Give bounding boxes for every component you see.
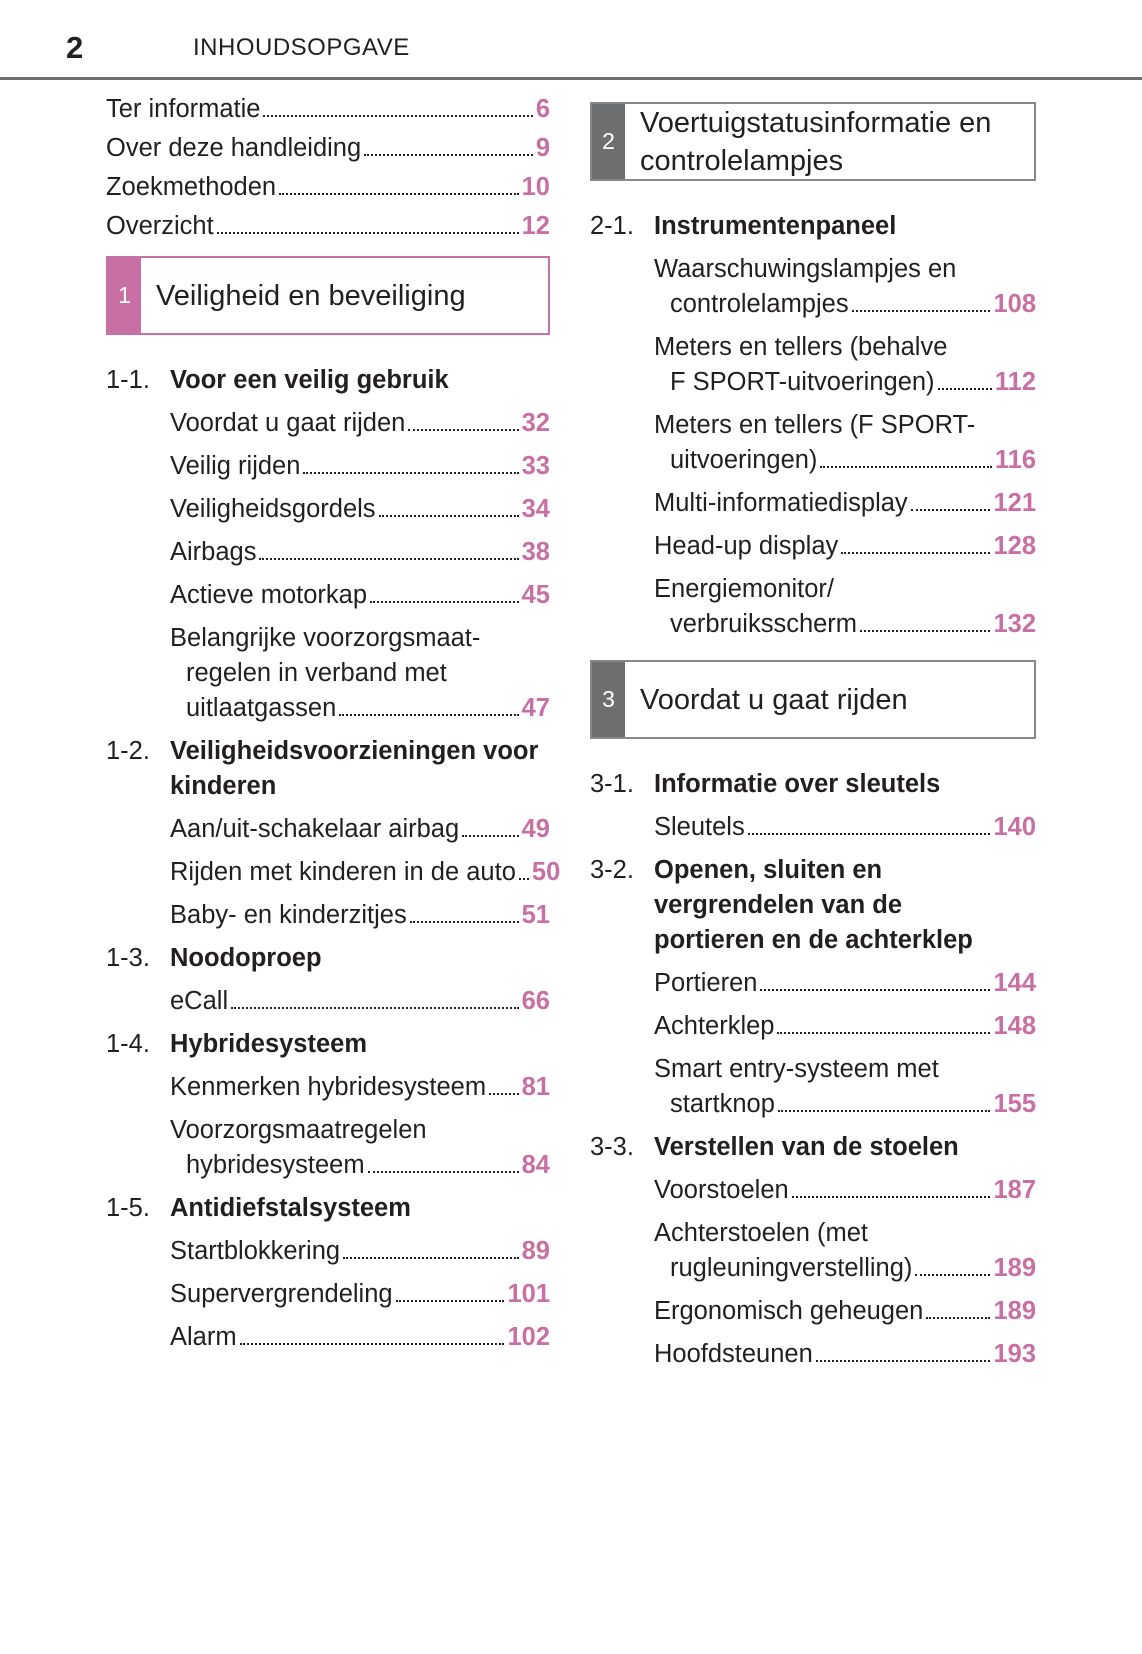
chapter-2-1[interactable]: 2-1. Instrumentenpaneel	[590, 212, 897, 240]
toc-entry-overzicht[interactable]: Overzicht 12	[106, 212, 550, 240]
chapter-1-1[interactable]: 1-1. Voor een veilig gebruik	[106, 366, 449, 394]
chapter-1-2[interactable]: 1-2. Veiligheidsvoorzieningen voor kinderen	[106, 737, 539, 800]
toc-entry[interactable]: Baby- en kinderzitjes 51	[170, 901, 550, 929]
chapter-3-3[interactable]: 3-3. Verstellen van de stoelen	[590, 1133, 959, 1161]
toc-right-column	[590, 92, 1036, 1380]
toc-entry[interactable]: Achterklep 148	[654, 1012, 1036, 1040]
toc-entry[interactable]: Aan/uit-schakelaar airbag 49	[170, 815, 550, 843]
toc-entry[interactable]: Multi-informatiedisplay 121	[654, 489, 1036, 517]
toc-entry[interactable]: Belangrijke voorzorgsmaat- regelen in verband met uitlaatgassen 47	[170, 624, 550, 722]
section-number: 2	[592, 104, 625, 179]
toc-entry[interactable]: Veiligheidsgordels 34	[170, 495, 550, 523]
toc-entry[interactable]: Achterstoelen (met rugleuningverstelling) 189	[654, 1219, 1036, 1282]
chapter-3-2[interactable]: 3-2. Openen, sluiten en vergrendelen van de portieren en de achterklep	[590, 856, 973, 954]
toc-entry[interactable]: Ergonomisch geheugen 189	[654, 1297, 1036, 1325]
toc-entry[interactable]: Head-up display 128	[654, 532, 1036, 560]
toc-entry[interactable]: Supervergrendeling 101	[170, 1280, 550, 1308]
section-number: 1	[108, 258, 141, 333]
toc-entry[interactable]: Energiemonitor/ verbruiksscherm 132	[654, 575, 1036, 638]
page-header	[0, 0, 1142, 82]
section-1-header[interactable]	[106, 256, 550, 335]
toc-entry[interactable]: Voorzorgsmaatregelen hybridesysteem 84	[170, 1116, 550, 1179]
toc-entry[interactable]: Smart entry-systeem met startknop 155	[654, 1055, 1036, 1118]
section-title: Voertuigstatusinformatie en controlelampjes	[640, 106, 992, 177]
chapter-3-1[interactable]: 3-1. Informatie over sleutels	[590, 770, 941, 798]
section-3-header[interactable]	[590, 660, 1036, 739]
section-number: 3	[592, 662, 625, 737]
toc-left-column	[106, 92, 561, 1363]
section-2-header[interactable]	[590, 102, 1036, 181]
page-number: 2	[66, 30, 84, 65]
chapter-1-3[interactable]: 1-3. Noodoproep	[106, 944, 322, 972]
toc-entry[interactable]: Voorstoelen 187	[654, 1176, 1036, 1204]
toc-entry[interactable]: Meters en tellers (F SPORT- uitvoeringen) 116	[654, 411, 1036, 474]
toc-entry[interactable]: Hoofdsteunen 193	[654, 1340, 1036, 1368]
toc-entry[interactable]: Voordat u gaat rijden 32	[170, 409, 550, 437]
toc-entry-zoekmethoden[interactable]: Zoekmethoden 10	[106, 173, 550, 201]
toc-entry[interactable]: Sleutels 140	[654, 813, 1036, 841]
section-title: Veiligheid en beveiliging	[156, 279, 466, 312]
toc-entry-ter-informatie[interactable]: Ter informatie 6	[106, 95, 550, 123]
toc-entry-over-deze-handleiding[interactable]: Over deze handleiding 9	[106, 134, 550, 162]
chapter-1-4[interactable]: 1-4. Hybridesysteem	[106, 1030, 368, 1058]
section-title: Voordat u gaat rijden	[640, 683, 908, 716]
toc-entry[interactable]: Rijden met kinderen in de auto 50	[170, 858, 561, 886]
toc-entry[interactable]: Veilig rijden 33	[170, 452, 550, 480]
toc-entry[interactable]: Meters en tellers (behalve F SPORT-uitvoeringen) 112	[654, 333, 1036, 396]
toc-entry[interactable]: Actieve motorkap 45	[170, 581, 550, 609]
chapter-1-5[interactable]: 1-5. Antidiefstalsysteem	[106, 1194, 411, 1222]
toc-entry[interactable]: Airbags 38	[170, 538, 550, 566]
page-title: INHOUDSOPGAVE	[193, 34, 410, 61]
toc-entry[interactable]: Waarschuwingslampjes en controlelampjes 108	[654, 255, 1036, 318]
toc-entry[interactable]: Kenmerken hybridesysteem 81	[170, 1073, 550, 1101]
toc-entry[interactable]: Alarm 102	[170, 1323, 550, 1351]
toc-entry[interactable]: Portieren 144	[654, 969, 1036, 997]
toc-entry[interactable]: eCall 66	[170, 987, 550, 1015]
header-divider	[0, 77, 1142, 80]
toc-entry[interactable]: Startblokkering 89	[170, 1237, 550, 1265]
